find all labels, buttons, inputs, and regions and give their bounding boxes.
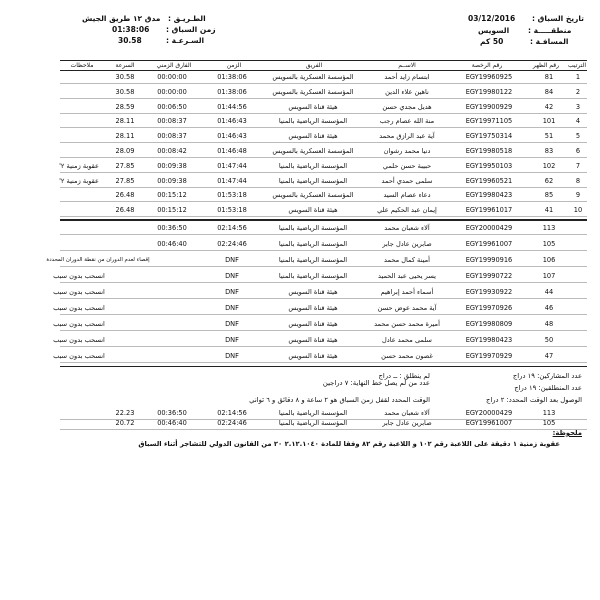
team-cell: المؤسسة الرياضية بالمنيا bbox=[278, 419, 348, 427]
speed-cell: 27.85 bbox=[115, 161, 135, 170]
name-cell: يسر يحيى عبد الحميد bbox=[378, 272, 436, 280]
registration-cell: EGY19980423 bbox=[465, 336, 513, 344]
team-cell: المؤسسة العسكرية بالسويس bbox=[272, 147, 354, 155]
registration-cell: EGY19750314 bbox=[465, 132, 513, 141]
speed-cell: 26.48 bbox=[115, 206, 135, 215]
finisher-row bbox=[60, 175, 587, 187]
race-time-value: 01:38:06 bbox=[112, 25, 150, 34]
registration-cell: EGY19950103 bbox=[465, 161, 513, 170]
time-cell: 02:14:56 bbox=[217, 224, 247, 232]
row-divider bbox=[60, 314, 587, 315]
speed-cell: 30.58 bbox=[115, 73, 135, 81]
col-team: الفريق bbox=[305, 62, 323, 69]
name-cell: أمينة كمال محمد bbox=[384, 256, 430, 264]
col-time: الزمن bbox=[226, 62, 242, 69]
number-cell: 42 bbox=[544, 102, 554, 111]
registration-cell: EGY19930922 bbox=[465, 288, 513, 296]
registration-cell: EGY19990916 bbox=[465, 256, 513, 264]
non-classified-row bbox=[60, 238, 587, 250]
team-cell: المؤسسة الرياضية بالمنيا bbox=[278, 176, 348, 185]
speed-cell: 26.48 bbox=[115, 191, 135, 200]
name-cell: أميرة محمد حسن محمد bbox=[374, 320, 440, 328]
registration-cell: EGY19980122 bbox=[465, 87, 513, 96]
time-cell: 01:46:43 bbox=[217, 117, 247, 126]
number-cell: 106 bbox=[542, 256, 556, 264]
registration-cell: EGY19961007 bbox=[465, 419, 513, 427]
finisher-row bbox=[60, 71, 587, 83]
note-cell: إقصاء لعدم الدوران من نقطة الدوران المحددة bbox=[46, 257, 150, 263]
name-cell: ابتسام زايد أحمد bbox=[384, 73, 430, 81]
rank-cell: 4 bbox=[575, 117, 581, 126]
col-rank: الترتيب bbox=[568, 62, 586, 69]
row-divider bbox=[60, 216, 587, 217]
time-cell: DNF bbox=[225, 272, 239, 280]
summary-not-finished: عدد من لم يصل خط النهاية: ٧ دراجين bbox=[322, 379, 430, 387]
registration-cell: EGY19961007 bbox=[465, 240, 513, 248]
team-cell: المؤسسة الرياضية بالمنيا bbox=[278, 256, 348, 264]
region-label: منطقـــــة : bbox=[528, 26, 572, 35]
row-divider bbox=[60, 330, 587, 331]
row-divider bbox=[60, 113, 587, 114]
name-cell: آلاء شعبان محمد bbox=[384, 409, 430, 417]
time-cell: DNF bbox=[225, 304, 239, 312]
team-cell: هيئة قناة السويس bbox=[288, 206, 338, 215]
registration-cell: EGY20000429 bbox=[465, 409, 513, 417]
name-cell: أسماء أحمد إبراهيم bbox=[380, 288, 434, 296]
number-cell: 85 bbox=[544, 191, 554, 200]
team-cell: المؤسسة الرياضية بالمنيا bbox=[278, 161, 348, 170]
time-cell: 02:14:56 bbox=[217, 409, 247, 417]
name-cell: ناهين علاء الدين bbox=[385, 87, 429, 96]
gap-cell: 00:09:38 bbox=[157, 176, 187, 185]
speed-cell: 30.58 bbox=[115, 87, 135, 96]
team-cell: المؤسسة الرياضية بالمنيا bbox=[278, 409, 348, 417]
team-cell: هيئة قناة السويس bbox=[288, 336, 338, 344]
summary-not-started: لم ينطلق : ــ دراج bbox=[378, 372, 430, 380]
note-cell: انسحب بدون سبب bbox=[53, 304, 105, 312]
team-cell: المؤسسة العسكرية بالسويس bbox=[272, 191, 354, 200]
finisher-row bbox=[60, 204, 587, 216]
race-date-value: 03/12/2016 bbox=[468, 14, 516, 23]
others-bottom-rule bbox=[60, 366, 587, 367]
finisher-row bbox=[60, 189, 587, 201]
row-divider bbox=[60, 127, 587, 128]
gap-cell: 00:15:12 bbox=[157, 206, 187, 215]
non-classified-row bbox=[53, 270, 587, 282]
gap-cell: 00:09:38 bbox=[157, 161, 187, 170]
rank-cell: 1 bbox=[575, 73, 581, 81]
registration-cell: EGY19980809 bbox=[465, 320, 513, 328]
registration-cell: EGY20000429 bbox=[465, 224, 513, 232]
number-cell: 83 bbox=[544, 147, 554, 155]
late-finisher-row bbox=[60, 417, 587, 429]
finisher-row bbox=[60, 130, 587, 142]
speed-label: السـرعـة : bbox=[166, 36, 205, 45]
registration-cell: EGY19980423 bbox=[465, 191, 513, 200]
number-cell: 41 bbox=[544, 206, 554, 215]
row-divider bbox=[60, 250, 587, 251]
speed-cell: 28.59 bbox=[115, 102, 135, 111]
non-classified-row bbox=[60, 222, 587, 234]
note-cell: عقوبة زمنية ٢' bbox=[59, 161, 99, 170]
registration-cell: EGY19980518 bbox=[465, 147, 513, 155]
notes-title: ملحوظة: bbox=[552, 429, 582, 437]
distance-label: المسافـة : bbox=[530, 37, 569, 46]
time-cell: 02:24:46 bbox=[217, 419, 247, 427]
race-time-label: زمن السباق : bbox=[166, 25, 216, 34]
finisher-row bbox=[60, 145, 587, 157]
note-cell: انسحب بدون سبب bbox=[53, 288, 105, 296]
name-cell: سلمى محمد عادل bbox=[382, 336, 432, 344]
number-cell: 62 bbox=[544, 176, 554, 185]
name-cell: إيمان عبد الحكيم علي bbox=[377, 206, 437, 215]
team-cell: هيئة قناة السويس bbox=[288, 320, 338, 328]
number-cell: 51 bbox=[544, 132, 554, 141]
team-cell: هيئة قناة السويس bbox=[288, 132, 338, 141]
gap-cell: 00:46:40 bbox=[157, 419, 187, 427]
col-number: رقم الظهر bbox=[532, 62, 560, 69]
rank-cell: 3 bbox=[575, 102, 581, 111]
row-divider bbox=[60, 142, 587, 143]
time-cell: 01:47:44 bbox=[217, 161, 247, 170]
row-divider bbox=[60, 298, 587, 299]
speed-cell: 28.09 bbox=[115, 147, 135, 155]
rank-cell: 10 bbox=[573, 206, 583, 215]
non-classified-row bbox=[46, 254, 587, 266]
name-cell: هديل مجدي حسن bbox=[382, 102, 432, 111]
registration-cell: EGY19971105 bbox=[465, 117, 513, 126]
time-cell: 01:53:18 bbox=[217, 206, 247, 215]
name-cell: منة الله عصام رجب bbox=[379, 117, 435, 126]
registration-cell: EGY19960925 bbox=[465, 73, 513, 81]
finishers-bottom-rule bbox=[60, 219, 587, 221]
gap-cell: 00:15:12 bbox=[157, 191, 187, 200]
row-divider bbox=[60, 201, 587, 202]
name-cell: صابرين عادل جابر bbox=[382, 240, 432, 248]
gap-cell: 00:06:50 bbox=[157, 102, 187, 111]
note-cell: انسحب بدون سبب bbox=[53, 352, 105, 360]
finisher-row bbox=[60, 160, 587, 172]
number-cell: 105 bbox=[542, 419, 556, 427]
name-cell: غصون محمد حسن bbox=[381, 352, 433, 360]
race-date-label: تاريخ السباق : bbox=[532, 14, 584, 23]
time-cell: 02:24:46 bbox=[217, 240, 247, 248]
number-cell: 113 bbox=[542, 224, 556, 232]
header-top-rule bbox=[60, 60, 587, 61]
gap-cell: 00:36:50 bbox=[157, 224, 187, 232]
registration-cell: EGY19970929 bbox=[465, 352, 513, 360]
time-cell: DNF bbox=[225, 288, 239, 296]
rank-cell: 5 bbox=[575, 132, 581, 141]
name-cell: آلاء شعبان محمد bbox=[384, 224, 430, 232]
speed-cell: 28.11 bbox=[115, 132, 135, 141]
speed-cell: 20.72 bbox=[115, 419, 135, 427]
non-classified-row bbox=[53, 350, 587, 362]
road-value: مدق ١٢ طريق الجيش bbox=[82, 14, 161, 23]
team-cell: المؤسسة العسكرية بالسويس bbox=[272, 87, 354, 96]
number-cell: 84 bbox=[544, 87, 554, 96]
gap-cell: 00:00:00 bbox=[157, 87, 187, 96]
row-divider bbox=[60, 172, 587, 173]
gap-cell: 00:08:37 bbox=[157, 132, 187, 141]
name-cell: سلمى حمدي أحمد bbox=[381, 176, 433, 185]
non-classified-row bbox=[53, 318, 587, 330]
time-cell: 01:44:56 bbox=[217, 102, 247, 111]
number-cell: 48 bbox=[544, 320, 554, 328]
team-cell: هيئة قناة السويس bbox=[288, 352, 338, 360]
number-cell: 102 bbox=[542, 161, 556, 170]
number-cell: 46 bbox=[544, 304, 554, 312]
team-cell: المؤسسة الرياضية بالمنيا bbox=[278, 240, 348, 248]
note-cell: انسحب بدون سبب bbox=[53, 272, 105, 280]
time-cell: 01:38:06 bbox=[217, 87, 247, 96]
number-cell: 50 bbox=[544, 336, 554, 344]
number-cell: 47 bbox=[544, 352, 554, 360]
rank-cell: 8 bbox=[575, 176, 581, 185]
rank-cell: 2 bbox=[575, 87, 581, 96]
row-divider bbox=[60, 187, 587, 188]
note-cell: انسحب بدون سبب bbox=[53, 320, 105, 328]
speed-cell: 22.23 bbox=[115, 409, 135, 417]
team-cell: المؤسسة الرياضية بالمنيا bbox=[278, 272, 348, 280]
row-divider bbox=[60, 157, 587, 158]
non-classified-row bbox=[53, 302, 587, 314]
time-cell: DNF bbox=[225, 320, 239, 328]
col-registration: رقم الرخصة bbox=[471, 62, 503, 69]
notes-text: عقوبة زمنية ١ دقيقة على اللاعبة رقم ١٠٢ و اللاعبة رقم ٨٢ وفقا للمادة ٢.١٢.١٠٤٠ ٢٠ من القانون الدولي للتشاجر أثناء السباق bbox=[138, 440, 560, 448]
finisher-row bbox=[60, 101, 587, 113]
number-cell: 81 bbox=[544, 73, 554, 81]
number-cell: 44 bbox=[544, 288, 554, 296]
note-cell: عقوبة زمنية ٢' bbox=[59, 176, 99, 185]
time-cell: 01:53:18 bbox=[217, 191, 247, 200]
row-divider bbox=[60, 83, 587, 84]
row-divider bbox=[60, 234, 587, 235]
col-notes: ملاحظات bbox=[70, 62, 94, 69]
rank-cell: 6 bbox=[575, 147, 581, 155]
note-cell: انسحب بدون سبب bbox=[53, 336, 105, 344]
row-divider bbox=[60, 362, 587, 363]
registration-cell: EGY19960521 bbox=[465, 176, 513, 185]
name-cell: دعاء عصام السيد bbox=[383, 191, 431, 200]
rank-cell: 9 bbox=[575, 191, 581, 200]
summary-in-time: الوصول بعد الوقت المحدد: ٢ دراج bbox=[485, 396, 582, 404]
row-divider bbox=[60, 98, 587, 99]
time-cell: 01:47:44 bbox=[217, 176, 247, 185]
time-cell: 01:46:48 bbox=[217, 147, 247, 155]
row-divider bbox=[60, 282, 587, 283]
distance-value: 50 كم bbox=[480, 37, 504, 46]
region-value: السويس bbox=[478, 26, 510, 35]
team-cell: المؤسسة الرياضية بالمنيا bbox=[278, 224, 348, 232]
time-cell: 01:46:43 bbox=[217, 132, 247, 141]
registration-cell: EGY19990722 bbox=[465, 272, 513, 280]
gap-cell: 00:00:00 bbox=[157, 73, 187, 81]
number-cell: 113 bbox=[542, 409, 556, 417]
col-name: الاســم bbox=[398, 62, 416, 69]
speed-value: 30.58 bbox=[118, 36, 142, 45]
name-cell: آية عبد الرازق محمد bbox=[379, 132, 435, 141]
team-cell: المؤسسة العسكرية بالسويس bbox=[272, 73, 354, 81]
number-cell: 107 bbox=[542, 272, 556, 280]
col-speed: السرعة bbox=[115, 62, 135, 69]
row-divider bbox=[60, 266, 587, 267]
name-cell: آية محمد عوض حسن bbox=[377, 304, 437, 312]
team-cell: المؤسسة الرياضية بالمنيا bbox=[278, 117, 348, 126]
row-divider bbox=[60, 346, 587, 347]
gap-cell: 00:08:37 bbox=[157, 117, 187, 126]
time-cell: DNF bbox=[225, 336, 239, 344]
gap-cell: 00:46:40 bbox=[157, 240, 187, 248]
time-cell: DNF bbox=[225, 256, 239, 264]
team-cell: هيئة قناة السويس bbox=[288, 288, 338, 296]
registration-cell: EGY19900929 bbox=[465, 102, 513, 111]
name-cell: حبيبة حسن حلمي bbox=[382, 161, 432, 170]
name-cell: دنيا محمد رشوان bbox=[383, 147, 431, 155]
name-cell: صابرين عادل جابر bbox=[382, 419, 432, 427]
road-label: الطـريـق : bbox=[168, 14, 206, 23]
finisher-row bbox=[60, 86, 587, 98]
registration-cell: EGY19970926 bbox=[465, 304, 513, 312]
rank-cell: 7 bbox=[575, 161, 581, 170]
number-cell: 101 bbox=[542, 117, 556, 126]
summary-time-limit: الوقت المحدد لقفل زمن السباق هو ٢ ساعة و ٨ دقائق و ٦ ثواني bbox=[249, 396, 430, 404]
number-cell: 105 bbox=[542, 240, 556, 248]
col-gap: الفارق الزمني bbox=[156, 62, 192, 69]
gap-cell: 00:36:50 bbox=[157, 409, 187, 417]
non-classified-row bbox=[53, 334, 587, 346]
time-cell: 01:38:06 bbox=[217, 73, 247, 81]
row-divider bbox=[60, 429, 587, 430]
finisher-row bbox=[60, 115, 587, 127]
time-cell: DNF bbox=[225, 352, 239, 360]
team-cell: هيئة قناة السويس bbox=[288, 102, 338, 111]
speed-cell: 27.85 bbox=[115, 176, 135, 185]
team-cell: هيئة قناة السويس bbox=[288, 304, 338, 312]
summary-participants: عدد المشاركين: ١٩ دراج bbox=[512, 372, 582, 380]
registration-cell: EGY19961017 bbox=[465, 206, 513, 215]
speed-cell: 28.11 bbox=[115, 117, 135, 126]
summary-starters: عدد المنطلقين: ١٩ دراج bbox=[514, 384, 582, 392]
gap-cell: 00:08:42 bbox=[157, 147, 187, 155]
non-classified-row bbox=[53, 286, 587, 298]
